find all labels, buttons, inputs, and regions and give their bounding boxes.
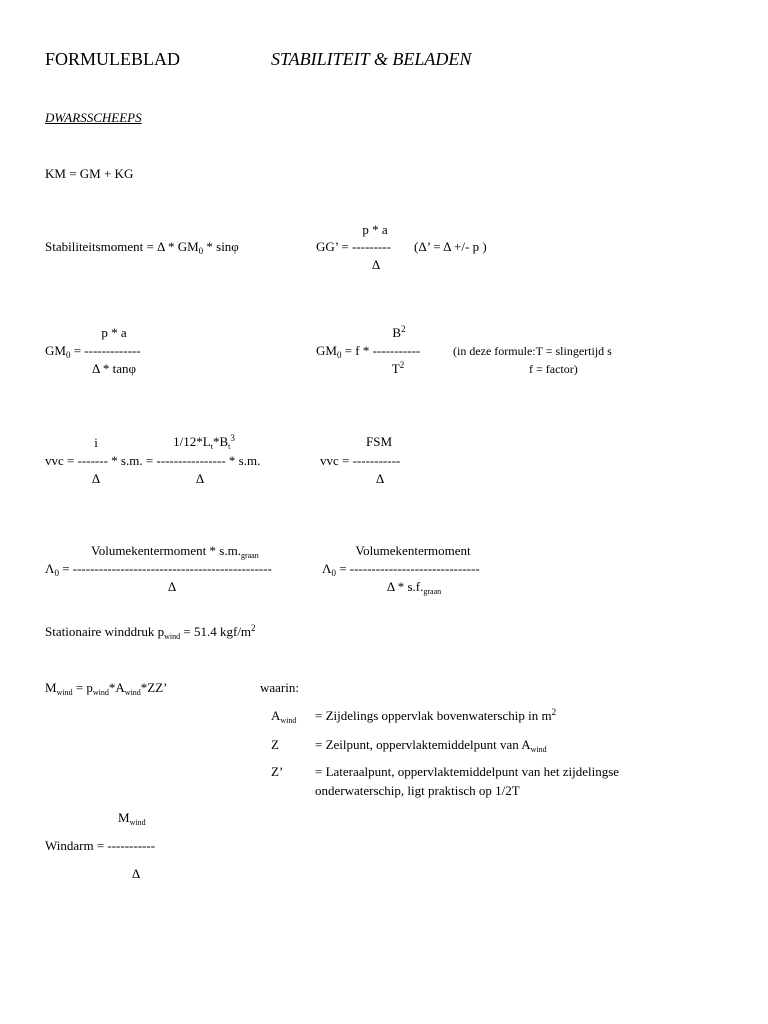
waarin-label: waarin:: [260, 680, 299, 695]
gm0b-num: B: [392, 325, 402, 340]
stab-text-b: * sinφ: [203, 239, 239, 254]
def-z-sub: wind: [530, 745, 547, 754]
km-formula: KM = GM + KG: [45, 166, 134, 181]
vvc2-line: vvc = -----------: [320, 453, 401, 468]
mwind-end: *ZZ’: [140, 680, 168, 695]
lam1-lhs: Λ: [45, 561, 55, 576]
windarm-numerator: [118, 810, 146, 827]
gm0-roll-line: [316, 343, 421, 360]
wind-pressure: [45, 623, 256, 641]
lam1-num-sub: graan: [240, 551, 259, 560]
lambda1-numerator: [91, 543, 259, 560]
gm0-roll-note-1: (in deze formule:T = slingertijd s: [453, 344, 612, 358]
windarm-line: Windarm = -----------: [45, 838, 156, 853]
gg-denominator: Δ: [371, 257, 381, 272]
def-z-symbol: Z: [271, 737, 279, 752]
vvc1-num-sup: 3: [230, 433, 235, 443]
gg-numerator: p * a: [362, 222, 388, 237]
mwind-mul: *A: [108, 680, 125, 695]
windarm-denominator: Δ: [131, 866, 141, 881]
gm0-roll-denominator: [392, 362, 404, 375]
gg-line: GG’ = ---------: [316, 239, 391, 254]
page-title: FORMULEBLAD: [45, 49, 181, 69]
gm0-roll-note-2: f = factor): [529, 362, 578, 376]
lam1-num: Volumekentermoment * s.m.: [91, 543, 241, 558]
lam2-rhs: = ------------------------------: [335, 561, 480, 576]
def-a-sym: A: [271, 708, 281, 723]
gm0b-den: T: [391, 361, 400, 376]
def-a-desc: = Zijdelings oppervlak bovenwaterschip in m: [315, 708, 552, 723]
stab-text-a: Stabiliteitsmoment = Δ * GM: [45, 239, 199, 254]
gm0b-den-sup: 2: [399, 360, 405, 370]
mwind-sub2: wind: [92, 688, 109, 697]
lam2-den: Δ * s.f.: [386, 579, 424, 594]
vvc2-numerator: FSM: [365, 434, 393, 449]
gm0b-rhs: = f * -----------: [341, 343, 421, 358]
vvc1-num-a: 1/12*L: [173, 434, 211, 449]
gm0-tan-denominator: Δ * tanφ: [91, 361, 137, 376]
wind-sub: wind: [164, 632, 181, 641]
vvc1-denominator-2: Δ: [195, 471, 205, 486]
mwind-eq: = p: [72, 680, 93, 695]
def-a-sup: 2: [551, 707, 557, 717]
def-z-desc: = Zeilpunt, oppervlaktemiddelpunt van A: [315, 737, 531, 752]
section-heading: DWARSSCHEEPS: [45, 110, 142, 125]
gm0-tan-line: [45, 343, 141, 360]
def-z-text: [315, 737, 547, 754]
lam2-lhs: Λ: [322, 561, 332, 576]
gm0a-lhs: GM: [45, 343, 66, 358]
gm0b-lhs: GM: [316, 343, 337, 358]
vvc1-denominator-1: Δ: [91, 471, 101, 486]
lam2-sub: 0: [331, 568, 336, 578]
def-a-symbol: [271, 708, 297, 725]
gm0b-num-sup: 2: [401, 324, 406, 334]
lam1-rhs: = ----------------------------------------------: [58, 561, 272, 576]
wind-b: = 51.4 kgf/m: [180, 624, 252, 639]
mwind-sub3: wind: [124, 688, 141, 697]
gm0a-sub: 0: [65, 350, 71, 360]
def-a-text: [315, 709, 556, 722]
page-subtitle: STABILITEIT & BELADEN: [271, 49, 472, 69]
gm0-roll-numerator: [392, 326, 405, 339]
def-zprime-symbol: Z’: [271, 764, 284, 779]
wind-moment-formula: [45, 680, 168, 697]
vvc1-numerator-i: i: [94, 435, 98, 450]
mwind-M: M: [45, 680, 57, 695]
lambda2-numerator: Volumekentermoment: [355, 543, 471, 558]
mwind-sub1: wind: [56, 688, 73, 697]
gm0a-rhs: = -------------: [70, 343, 141, 358]
stab-sub: 0: [198, 246, 204, 256]
vvc1-line: vvc = ------- * s.m. = ---------------- * s.m.: [45, 453, 261, 468]
vvc2-denominator: Δ: [375, 471, 385, 486]
stability-moment-formula: [45, 239, 239, 256]
lambda1-denominator: Δ: [167, 579, 177, 594]
lam2-den-sub: graan: [423, 587, 442, 596]
gm0-tan-numerator: p * a: [101, 325, 127, 340]
gm0b-sub: 0: [336, 350, 342, 360]
lambda2-denominator: [386, 579, 442, 596]
def-zprime-text-1: = Lateraalpunt, oppervlaktemiddelpunt van het zijdelingse: [315, 764, 620, 779]
lam1-sub: 0: [54, 568, 59, 578]
lambda1-line: [45, 561, 272, 578]
vvc1-num-b: *B: [212, 434, 229, 449]
def-a-sub: wind: [280, 716, 297, 725]
vvc1-num-sub2: t: [228, 442, 231, 451]
windarm-num-sub: wind: [129, 818, 146, 827]
gg-note: (Δ’ = Δ +/- p ): [414, 239, 487, 254]
vvc1-numerator-formula: [173, 433, 235, 451]
lambda2-line: [322, 561, 480, 578]
wind-sup: 2: [251, 623, 256, 633]
wind-a: Stationaire winddruk p: [45, 624, 165, 639]
vvc1-num-sub1: t: [210, 442, 213, 451]
def-zprime-text-2: onderwaterschip, ligt praktisch op 1/2T: [315, 783, 520, 798]
windarm-num: M: [118, 810, 130, 825]
